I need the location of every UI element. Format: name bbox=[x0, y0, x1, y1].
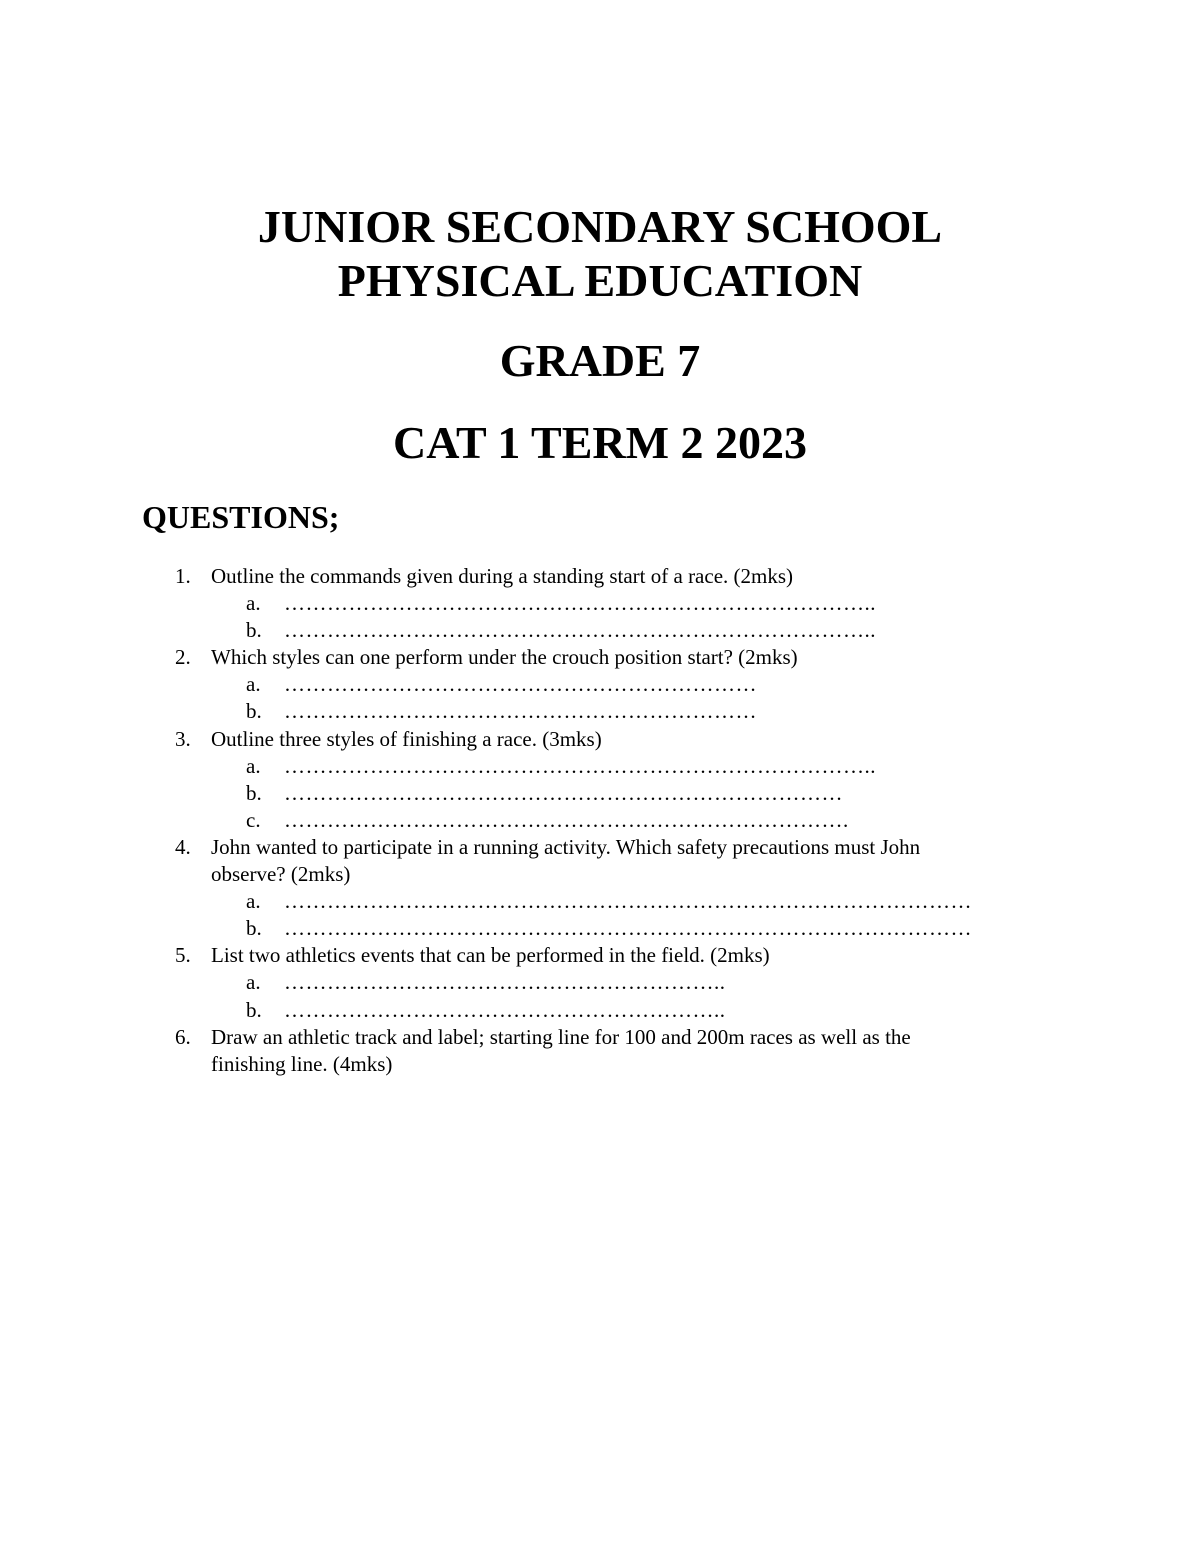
question-row bbox=[0, 1051, 1200, 1078]
answer-letter: b. bbox=[246, 699, 262, 724]
question-text: Which styles can one perform under the crouch position start? (2mks) bbox=[211, 645, 798, 670]
question-number: 1. bbox=[175, 564, 191, 588]
grade-title: GRADE 7 bbox=[499, 335, 701, 386]
answer-blank: …………………………………………………………………………………… bbox=[284, 889, 972, 914]
questions-list bbox=[0, 563, 1200, 1078]
question-row bbox=[0, 834, 1200, 861]
school-title: JUNIOR SECONDARY SCHOOL bbox=[257, 201, 943, 252]
question-text: Outline three styles of finishing a race. (3mks) bbox=[211, 726, 602, 751]
answer-row bbox=[0, 915, 1200, 942]
question-number: 4. bbox=[175, 834, 191, 859]
question-text: List two athletics events that can be performed in the field. (2mks) bbox=[211, 943, 770, 968]
answer-row bbox=[0, 590, 1200, 617]
answer-row bbox=[0, 698, 1200, 725]
answer-letter: b. bbox=[246, 997, 262, 1022]
answer-blank: ……………………………………………………………………. bbox=[284, 807, 849, 832]
answer-letter: a. bbox=[246, 753, 261, 778]
answer-row bbox=[0, 753, 1200, 780]
answer-letter: b. bbox=[246, 780, 262, 805]
answer-letter: b. bbox=[246, 618, 262, 643]
answer-letter: a. bbox=[246, 889, 261, 914]
answer-letter: a. bbox=[246, 672, 261, 697]
question-text: finishing line. (4mks) bbox=[211, 1051, 393, 1076]
question-row bbox=[0, 726, 1200, 753]
question-number: 6. bbox=[175, 1024, 191, 1049]
answer-blank: ……………………………………………………………………….. bbox=[284, 753, 876, 778]
answer-blank: …………………………………………………………………………………… bbox=[284, 916, 972, 941]
answer-row bbox=[0, 888, 1200, 915]
answer-row bbox=[0, 969, 1200, 996]
question-text: observe? (2mks) bbox=[211, 862, 351, 887]
question-text: John wanted to participate in a running activity. Which safety precautions must John bbox=[211, 834, 921, 859]
answer-letter: a. bbox=[246, 591, 261, 616]
answer-blank: …………………………………………………………………… bbox=[284, 780, 843, 805]
answer-row bbox=[0, 671, 1200, 698]
subject-title: PHYSICAL EDUCATION bbox=[337, 255, 863, 306]
answer-letter: c. bbox=[246, 807, 261, 832]
answer-row bbox=[0, 997, 1200, 1024]
question-number: 5. bbox=[175, 943, 191, 968]
questions-heading: QUESTIONS; bbox=[142, 499, 340, 535]
answer-blank: …………………………………………………….. bbox=[284, 997, 726, 1022]
answer-row bbox=[0, 780, 1200, 807]
exam-title: CAT 1 TERM 2 2023 bbox=[392, 417, 808, 468]
question-row bbox=[0, 942, 1200, 969]
question-row bbox=[0, 644, 1200, 671]
answer-blank: ………………………………………………………… bbox=[284, 699, 757, 724]
grade-title-block bbox=[0, 334, 1200, 388]
answer-row bbox=[0, 807, 1200, 834]
answer-blank: ………………………………………………………… bbox=[284, 672, 757, 697]
question-number: 2. bbox=[175, 645, 191, 670]
question-row bbox=[0, 861, 1200, 888]
question-row bbox=[0, 563, 1200, 590]
answer-letter: b. bbox=[246, 916, 262, 941]
question-number: 3. bbox=[175, 726, 191, 751]
answer-blank: ……………………………………………………………………….. bbox=[284, 591, 876, 616]
exam-title-block bbox=[0, 416, 1200, 470]
answer-blank: ……………………………………………………………………….. bbox=[284, 618, 876, 643]
title-block bbox=[0, 200, 1200, 308]
question-text: Draw an athletic track and label; starting line for 100 and 200m races as well as the bbox=[211, 1024, 911, 1049]
answer-letter: a. bbox=[246, 970, 261, 995]
question-text: Outline the commands given during a standing start of a race. (2mks) bbox=[211, 564, 794, 588]
answer-row bbox=[0, 617, 1200, 644]
question-row bbox=[0, 1024, 1200, 1051]
answer-blank: …………………………………………………….. bbox=[284, 970, 726, 995]
